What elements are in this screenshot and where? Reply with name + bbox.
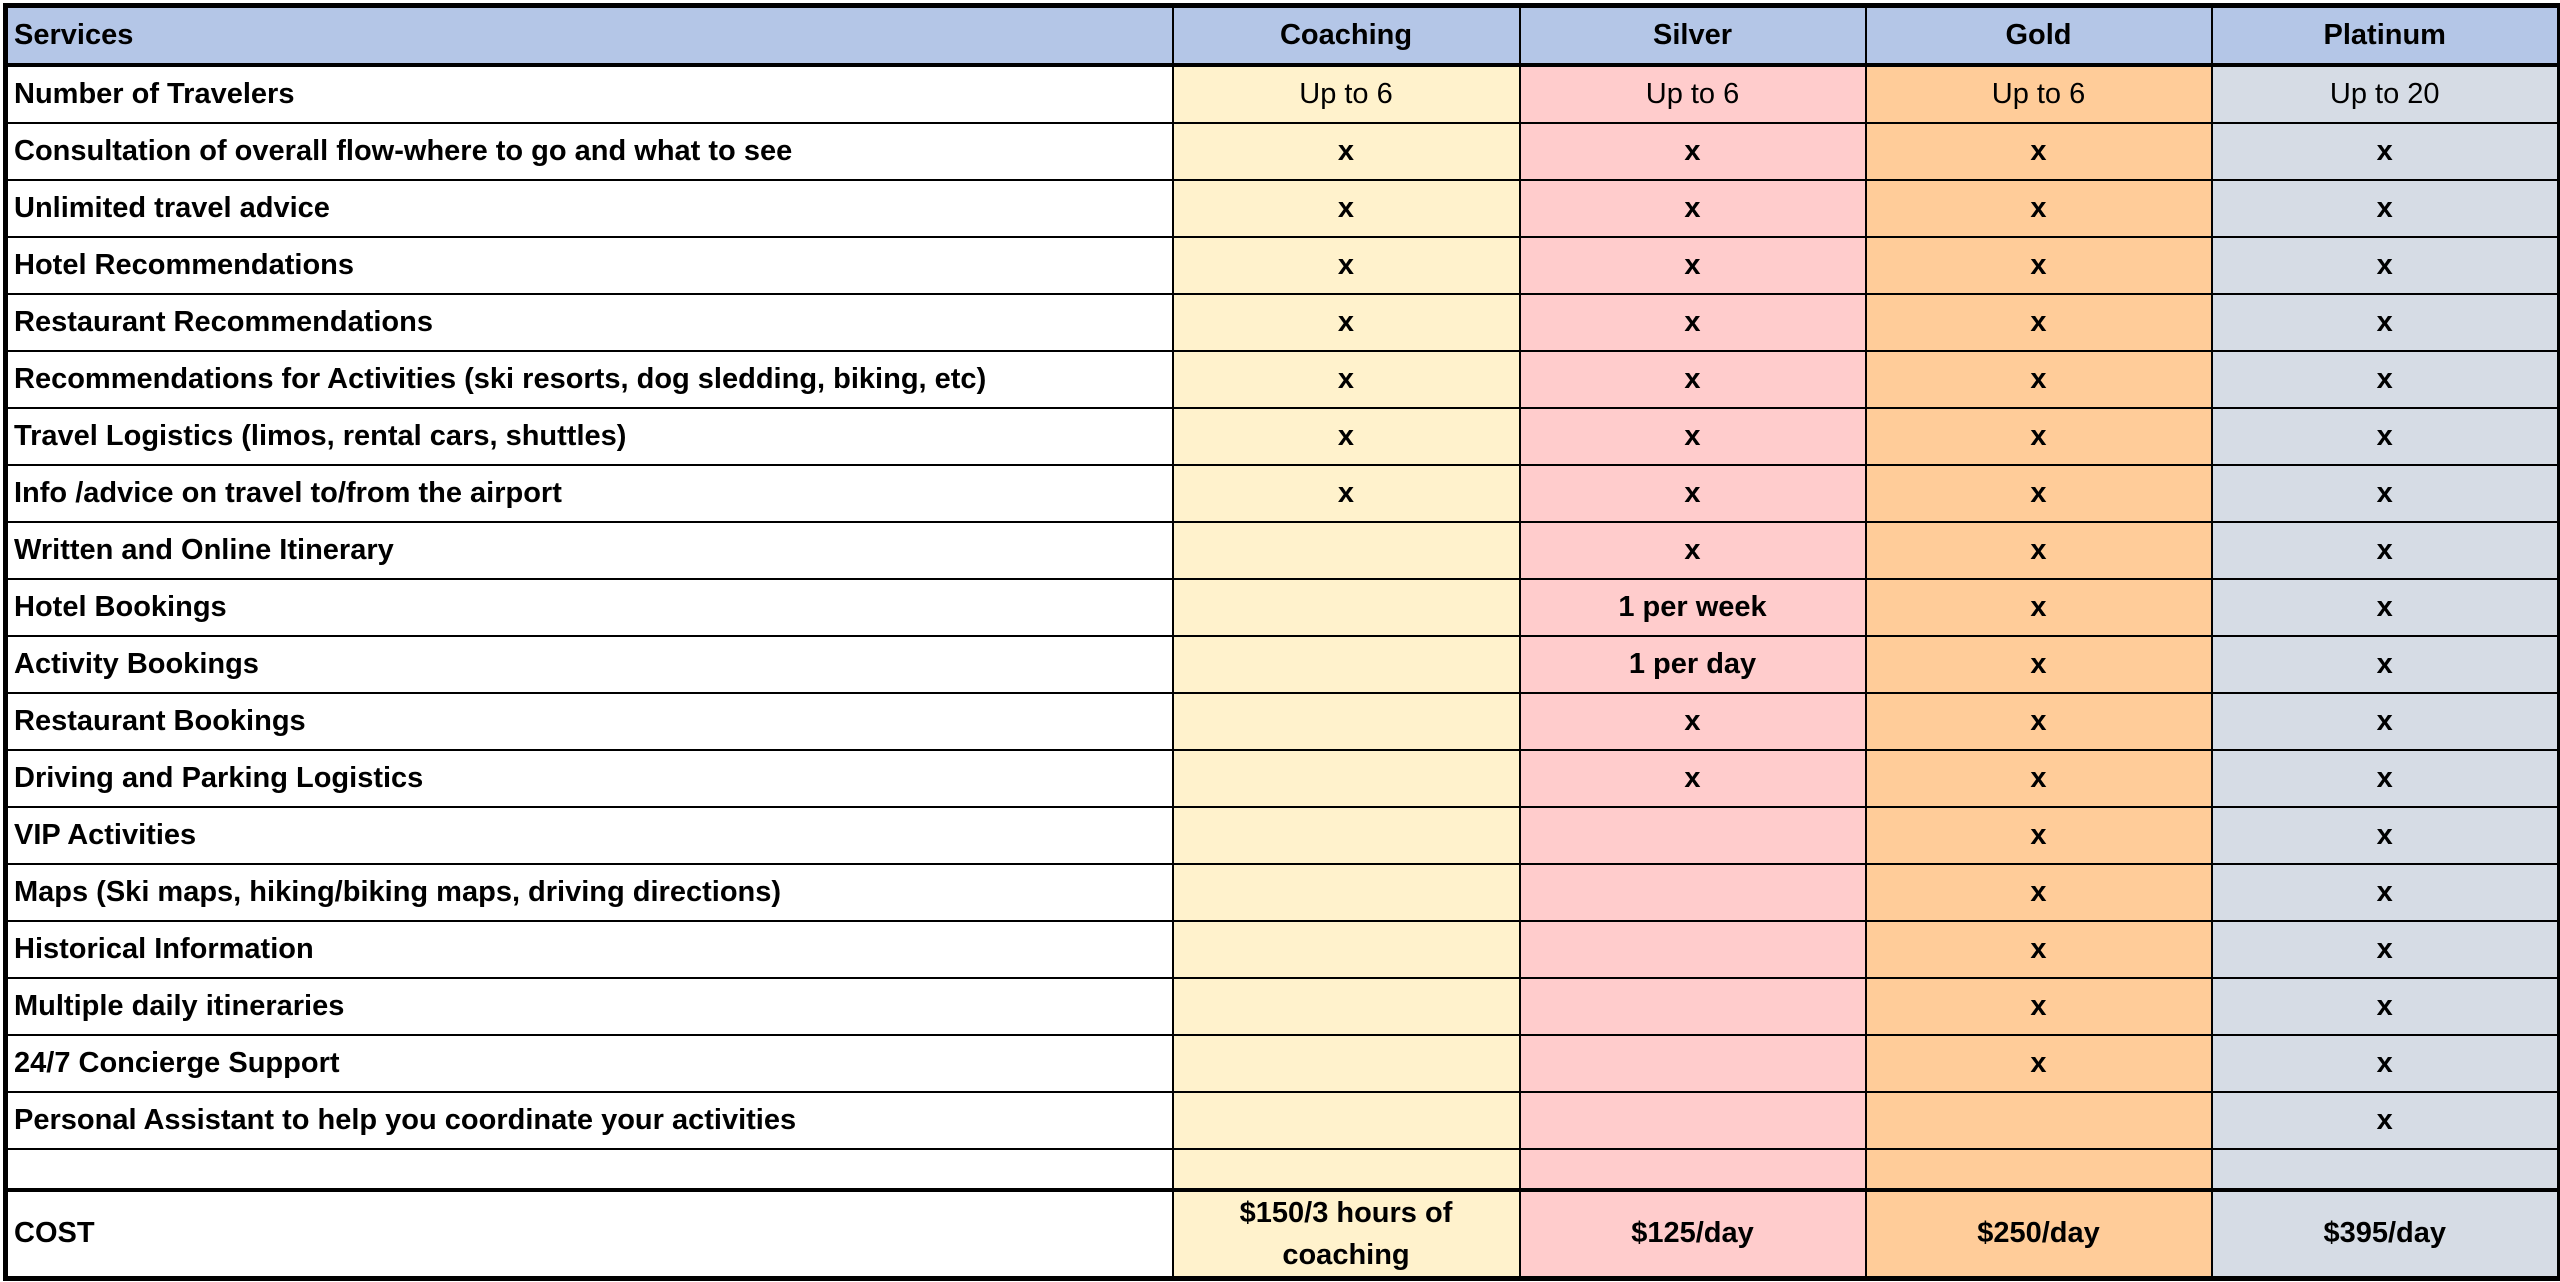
coaching-cell: Up to 6 xyxy=(1173,65,1520,123)
silver-cell: Up to 6 xyxy=(1520,65,1866,123)
table-row xyxy=(6,978,2560,1035)
platinum-cost: $395/day xyxy=(2212,1190,2560,1279)
blank-cell xyxy=(1866,1149,2212,1190)
coaching-cell xyxy=(1173,522,1520,579)
platinum-cell: x xyxy=(2212,123,2560,180)
coaching-cell xyxy=(1173,1092,1520,1149)
coaching-cost xyxy=(1173,1190,1520,1279)
gold-cell: x xyxy=(1866,123,2212,180)
service-label: Written and Online Itinerary xyxy=(6,522,1173,579)
gold-cell: x xyxy=(1866,237,2212,294)
gold-cell: Up to 6 xyxy=(1866,65,2212,123)
silver-cell: x xyxy=(1520,294,1866,351)
service-label: Driving and Parking Logistics xyxy=(6,750,1173,807)
service-label: Consultation of overall flow-where to go and what to see xyxy=(6,123,1173,180)
coaching-cell: x xyxy=(1173,408,1520,465)
header-services: Services xyxy=(6,6,1173,66)
gold-cell: x xyxy=(1866,180,2212,237)
platinum-cell: x xyxy=(2212,750,2560,807)
service-label: Hotel Bookings xyxy=(6,579,1173,636)
silver-cell: x xyxy=(1520,123,1866,180)
table-row xyxy=(6,294,2560,351)
service-label: Unlimited travel advice xyxy=(6,180,1173,237)
coaching-cell xyxy=(1173,978,1520,1035)
coaching-cell: x xyxy=(1173,465,1520,522)
gold-cell: x xyxy=(1866,750,2212,807)
gold-cell: x xyxy=(1866,522,2212,579)
table-row xyxy=(6,351,2560,408)
coaching-cell xyxy=(1173,1035,1520,1092)
service-label: 24/7 Concierge Support xyxy=(6,1035,1173,1092)
platinum-cell: x xyxy=(2212,579,2560,636)
gold-cell: x xyxy=(1866,294,2212,351)
coaching-cell: x xyxy=(1173,123,1520,180)
coaching-cell xyxy=(1173,693,1520,750)
silver-cell: x xyxy=(1520,522,1866,579)
gold-cell: x xyxy=(1866,579,2212,636)
table-row xyxy=(6,465,2560,522)
coaching-cell: x xyxy=(1173,180,1520,237)
silver-cell xyxy=(1520,807,1866,864)
silver-cell xyxy=(1520,1092,1866,1149)
silver-cell: 1 per week xyxy=(1520,579,1866,636)
platinum-cell: x xyxy=(2212,237,2560,294)
gold-cell: x xyxy=(1866,864,2212,921)
silver-cell xyxy=(1520,921,1866,978)
coaching-cell xyxy=(1173,807,1520,864)
coaching-cell xyxy=(1173,636,1520,693)
platinum-cell: x xyxy=(2212,1092,2560,1149)
gold-cell: x xyxy=(1866,921,2212,978)
coaching-cell: x xyxy=(1173,237,1520,294)
platinum-cell: x xyxy=(2212,921,2560,978)
blank-cell xyxy=(6,1149,1173,1190)
silver-cell: x xyxy=(1520,465,1866,522)
service-label: Number of Travelers xyxy=(6,65,1173,123)
platinum-cell: Up to 20 xyxy=(2212,65,2560,123)
table-row xyxy=(6,636,2560,693)
platinum-cell: x xyxy=(2212,522,2560,579)
silver-cell: x xyxy=(1520,237,1866,294)
gold-cell: x xyxy=(1866,978,2212,1035)
platinum-cell: x xyxy=(2212,294,2560,351)
table-row xyxy=(6,921,2560,978)
gold-cell: x xyxy=(1866,636,2212,693)
header-gold: Gold xyxy=(1866,6,2212,66)
gold-cell: x xyxy=(1866,693,2212,750)
silver-cost: $125/day xyxy=(1520,1190,1866,1279)
platinum-cell: x xyxy=(2212,864,2560,921)
service-label: Historical Information xyxy=(6,921,1173,978)
table-row xyxy=(6,123,2560,180)
platinum-cell: x xyxy=(2212,636,2560,693)
service-label: Hotel Recommendations xyxy=(6,237,1173,294)
silver-cell: x xyxy=(1520,180,1866,237)
coaching-cell: x xyxy=(1173,294,1520,351)
gold-cell xyxy=(1866,1092,2212,1149)
silver-cell: x xyxy=(1520,408,1866,465)
gold-cell: x xyxy=(1866,408,2212,465)
platinum-cell: x xyxy=(2212,408,2560,465)
header-platinum: Platinum xyxy=(2212,6,2560,66)
cost-label: COST xyxy=(6,1190,1173,1279)
table-row xyxy=(6,579,2560,636)
service-label: Info /advice on travel to/from the airport xyxy=(6,465,1173,522)
table-row xyxy=(6,693,2560,750)
blank-cell xyxy=(1173,1149,1520,1190)
service-label: Multiple daily itineraries xyxy=(6,978,1173,1035)
coaching-cell xyxy=(1173,864,1520,921)
service-label: Travel Logistics (limos, rental cars, shuttles) xyxy=(6,408,1173,465)
table-row xyxy=(6,750,2560,807)
platinum-cell: x xyxy=(2212,351,2560,408)
service-label: Recommendations for Activities (ski resorts, dog sledding, biking, etc) xyxy=(6,351,1173,408)
service-label: Restaurant Bookings xyxy=(6,693,1173,750)
service-label: Restaurant Recommendations xyxy=(6,294,1173,351)
table-row xyxy=(6,1035,2560,1092)
coaching-cell: x xyxy=(1173,351,1520,408)
silver-cell: x xyxy=(1520,750,1866,807)
silver-cell xyxy=(1520,1035,1866,1092)
platinum-cell: x xyxy=(2212,1035,2560,1092)
gold-cost: $250/day xyxy=(1866,1190,2212,1279)
silver-cell xyxy=(1520,978,1866,1035)
service-label: VIP Activities xyxy=(6,807,1173,864)
service-label: Activity Bookings xyxy=(6,636,1173,693)
table-row xyxy=(6,237,2560,294)
coaching-cell xyxy=(1173,921,1520,978)
platinum-cell: x xyxy=(2212,180,2560,237)
gold-cell: x xyxy=(1866,465,2212,522)
header-row xyxy=(6,6,2560,66)
gold-cell: x xyxy=(1866,1035,2212,1092)
table-row xyxy=(6,180,2560,237)
coaching-cell xyxy=(1173,750,1520,807)
silver-cell xyxy=(1520,864,1866,921)
gold-cell: x xyxy=(1866,807,2212,864)
header-coaching: Coaching xyxy=(1173,6,1520,66)
table-row xyxy=(6,864,2560,921)
silver-cell: 1 per day xyxy=(1520,636,1866,693)
platinum-cell: x xyxy=(2212,693,2560,750)
coaching-cost-text: $150/3 hours of coaching xyxy=(1239,1197,1453,1271)
platinum-cell: x xyxy=(2212,807,2560,864)
silver-cell: x xyxy=(1520,351,1866,408)
pricing-table xyxy=(3,3,2560,1281)
coaching-cell xyxy=(1173,579,1520,636)
table-row xyxy=(6,65,2560,123)
table-row xyxy=(6,807,2560,864)
service-label: Personal Assistant to help you coordinate your activities xyxy=(6,1092,1173,1149)
table-row xyxy=(6,522,2560,579)
blank-row xyxy=(6,1149,2560,1190)
blank-cell xyxy=(2212,1149,2560,1190)
gold-cell: x xyxy=(1866,351,2212,408)
silver-cell: x xyxy=(1520,693,1866,750)
table-row xyxy=(6,408,2560,465)
header-silver: Silver xyxy=(1520,6,1866,66)
blank-cell xyxy=(1520,1149,1866,1190)
platinum-cell: x xyxy=(2212,978,2560,1035)
table-row xyxy=(6,1092,2560,1149)
platinum-cell: x xyxy=(2212,465,2560,522)
service-label: Maps (Ski maps, hiking/biking maps, driving directions) xyxy=(6,864,1173,921)
cost-row xyxy=(6,1190,2560,1279)
